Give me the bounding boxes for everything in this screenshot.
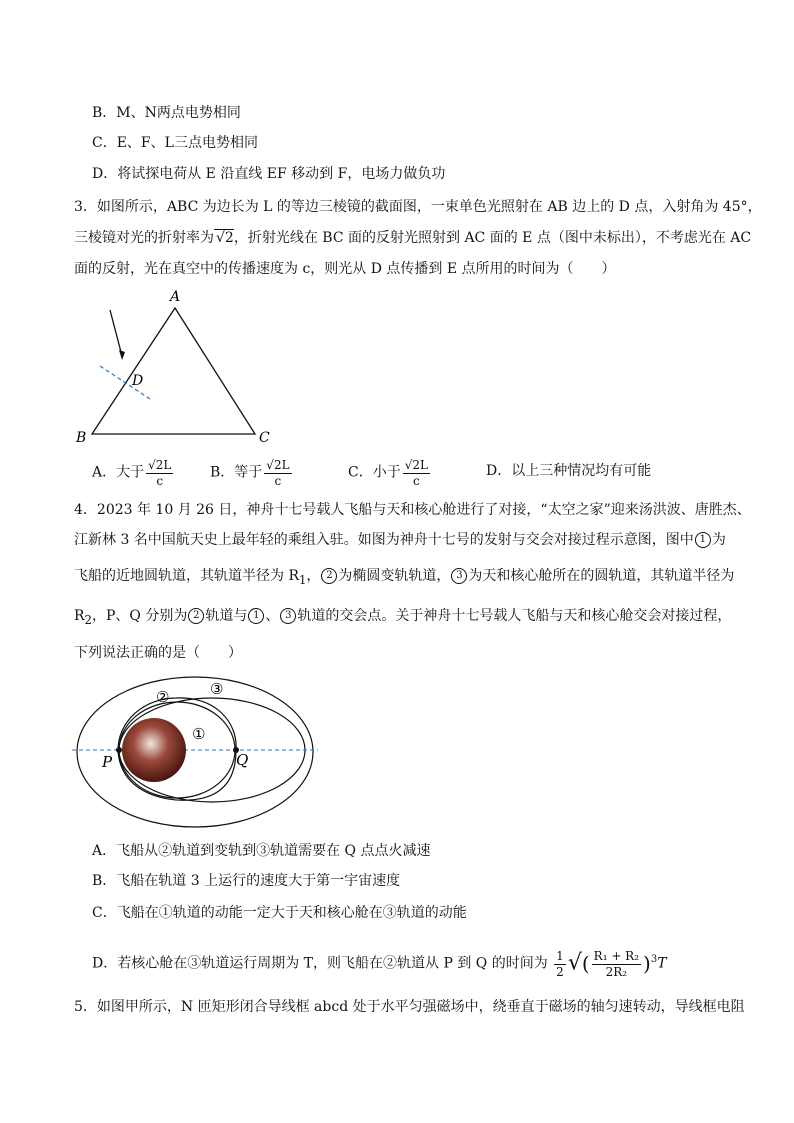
q2-option-b: B．M、N两点电势相同 [92, 105, 241, 121]
q4-option-c: C．飞船在①轨道的动能一定大于天和核心舱在③轨道的动能 [92, 905, 467, 921]
q5-stem-line1: 5．如图甲所示，N 匝矩形闭合导线框 abcd 处于水平匀强磁场中，绕垂直于磁场的轴匀速转动，导线框电阻 [74, 999, 745, 1015]
q4-stem-line1: 4．2023 年 10 月 26 日，神舟十七号载人飞船与天和核心舱进行了对接，“太空之家”迎来汤洪波、唐胜杰、 [74, 502, 751, 518]
prism-figure [70, 284, 290, 444]
orbit-label-1: ① [192, 725, 206, 743]
prism-label-b: B [76, 430, 87, 444]
q2-option-c: C．E、F、L三点电势相同 [92, 135, 258, 151]
q4-option-d: D．若核心舱在③轨道运行周期为 T，则飞船在②轨道从 P 到 Q 的时间为 $\frac{1}{2}$ √( $\frac{\text{R₁ + R₂}}{\text{2R₂}}$ )$^3$T [92, 949, 667, 979]
q3-stem-line1: 3．如图所示，ABC 为边长为 L 的等边三棱镜的截面图，一束单色光照射在 AB 边上的 D 点，入射角为 45°， [74, 199, 762, 215]
point-q-label: Q [236, 751, 249, 769]
q4-option-a: A．飞船从②轨道到变轨到③轨道需要在 Q 点点火减速 [92, 843, 431, 859]
prism-label-c: C [259, 430, 270, 444]
orbit-figure [70, 672, 320, 832]
q3-option-d: D．以上三种情况均有可能 [486, 463, 652, 479]
q3-option-a: A．大于 $\frac{√2L}{c}$ [92, 458, 172, 488]
q4-stem-line3: 飞船的近地圆轨道，其轨道半径为 $R_1$， 2 为椭圆变轨轨道， 3 为天和核心舱所在的圆轨道，其轨道半径为 [74, 568, 735, 587]
point-p-label: P [102, 753, 113, 771]
q4-stem-line5: 下列说法正确的是（ ） [74, 645, 242, 661]
q3-option-c: C．小于 $\frac{√2L}{c}$ [348, 458, 428, 488]
sqrt2: √2 [216, 230, 234, 246]
q2-option-d: D．将试探电荷从 E 沿直线 EF 移动到 F，电场力做负功 [92, 166, 446, 182]
q4-stem-line2: 江新林 3 名中国航天史上最年轻的乘组入驻。如图为神舟十七号的发射与交会对接过程示意图，图中 1 为 [74, 532, 726, 548]
q3-option-b: B．等于 $\frac{√2L}{c}$ [210, 458, 290, 488]
q4-option-b: B．飞船在轨道 3 上运行的速度大于第一宇宙速度 [92, 873, 401, 889]
q3-stem-line3: 面的反射，光在真空中的传播速度为 c，则光从 D 点传播到 E 点所用的时间为（ ） [74, 261, 616, 277]
orbit-label-2: ② [156, 688, 170, 706]
prism-label-a: A [170, 289, 181, 305]
q3-stem-line2: 三棱镜对光的折射率为 √2，折射光线在 BC 面的反射光照射到 AC 面的 E 点（图中未标出），不考虑光在 AC [74, 230, 752, 246]
orbit-label-3: ③ [210, 680, 224, 698]
prism-label-d: D [132, 373, 144, 389]
q4-stem-line4: $R_2$，P、Q 分别为 2 轨道与 1 、 3 轨道的交会点。关于神舟十七号载人飞船与天和核心舱交会对接过程， [74, 608, 732, 627]
